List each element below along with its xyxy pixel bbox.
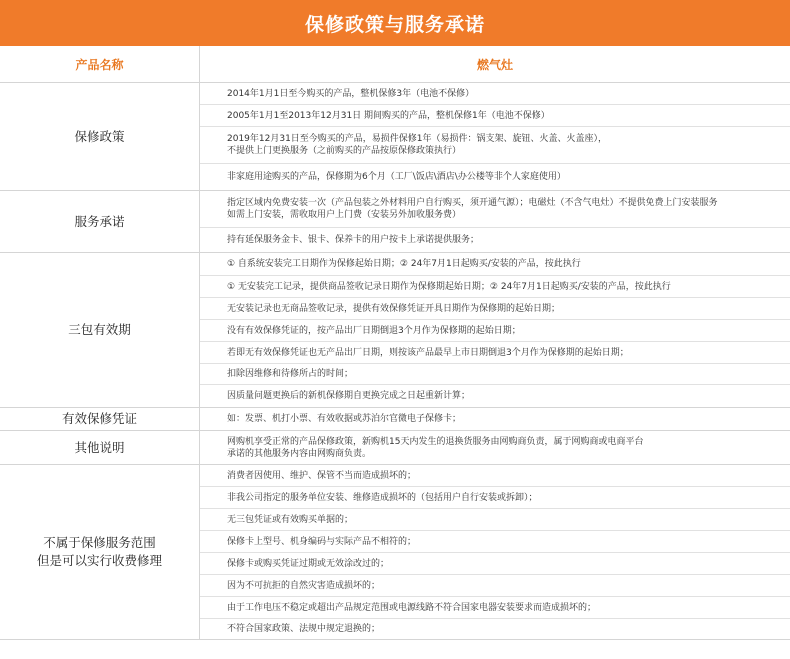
policy-item: 非家庭用途购买的产品，保修期为6个月（工厂\饭店\酒店\办公楼等非个人家庭使用） [227,172,566,182]
exclusion-item: 因为不可抗拒的自然灾害造成损坏的； [200,575,790,597]
section-warranty-policy [0,83,790,191]
section-not-covered [0,465,790,640]
policy-item: 2014年1月1日至今购买的产品，整机保修3年（电池不保修） [200,83,790,105]
period-item: 扣除因维修和待修所占的时间； [200,364,790,385]
exclusion-item: 保修卡或购买凭证过期或无效涂改过的； [200,553,790,575]
policy-item: 2019年12月31日至今购买的产品，易损件保修1年（易损件：锅支架、旋钮、火盖、火盖座）， 不提供上门更换服务（之前购买的产品按原保修政策执行） [200,127,790,164]
exclusion-item: 保修卡上型号、机身编码与实际产品不相符的； [200,531,790,553]
section-three-guarantees-period [0,253,790,408]
period-item: 因质量问题更换后的新机保修期自更换完成之日起重新计算； [227,391,471,401]
exclusion-item: 非我公司指定的服务单位安装、维修造成损坏的（包括用户自行安装或拆卸）； [200,487,790,509]
section-service-commitment [0,191,790,253]
section-label: 三包有效期 [0,253,200,407]
section-label: 保修政策 [0,83,200,190]
page-title: 保修政策与服务承诺 [0,0,790,46]
table-header [0,46,790,83]
section-other-notes [0,431,790,465]
period-item: ① 无安装完工记录，提供商品签收记录日期作为保修期起始日期；② 24年7月1日起购买/安装的产品，按此执行 [200,276,790,298]
section-label: 其他说明 [0,431,200,464]
header-product-name: 产品名称 [0,46,200,82]
notes-item: 网购机享受正常的产品保修政策，新购机15天内发生的退换货服务由网购商负责，属于网购商或电商平台 承诺的其他服务内容由网购商负责。 [227,436,644,459]
exclusion-item: 不符合国家政策、法规中规定退换的； [227,624,381,634]
exclusion-item: 由于工作电压不稳定或超出产品规定范围或电源线路不符合国家电器安装要求而造成损坏的； [200,597,790,619]
service-item: 指定区域内免费安装一次（产品包装之外材料用户自行购买，须开通气源）；电磁灶（不含气电灶）不提供免费上门安装服务 如需上门安装，需收取用户上门费（安装另外加收服务费） [200,191,790,228]
service-item: 持有延保服务金卡、银卡、保养卡的用户按卡上承诺提供服务； [227,235,480,245]
section-label: 有效保修凭证 [0,408,200,430]
section-label: 服务承诺 [0,191,200,252]
exclusion-item: 消费者因使用、维护、保管不当而造成损坏的； [200,465,790,487]
section-label: 不属于保修服务范围 但是可以实行收费修理 [0,465,200,639]
exclusion-item: 无三包凭证或有效购买单据的； [200,509,790,531]
period-item: 无安装记录也无商品签收记录，提供有效保修凭证开具日期作为保修期的起始日期； [200,298,790,320]
header-product-type: 燃气灶 [476,57,513,72]
section-valid-warranty-proof [0,408,790,431]
proof-item: 如：发票、机打小票、有效收据或苏泊尔官微电子保修卡； [227,414,462,424]
period-item: 没有有效保修凭证的，按产品出厂日期倒退3个月作为保修期的起始日期； [200,320,790,342]
period-item: 若即无有效保修凭证也无产品出厂日期，则按该产品最早上市日期倒退3个月作为保修期的起始日期； [200,342,790,364]
period-item: ① 自系统安装完工日期作为保修起始日期；② 24年7月1日起购买/安装的产品，按此执行 [200,253,790,276]
policy-item: 2005年1月1至2013年12月31日 期间购买的产品，整机保修1年（电池不保修） [200,105,790,127]
